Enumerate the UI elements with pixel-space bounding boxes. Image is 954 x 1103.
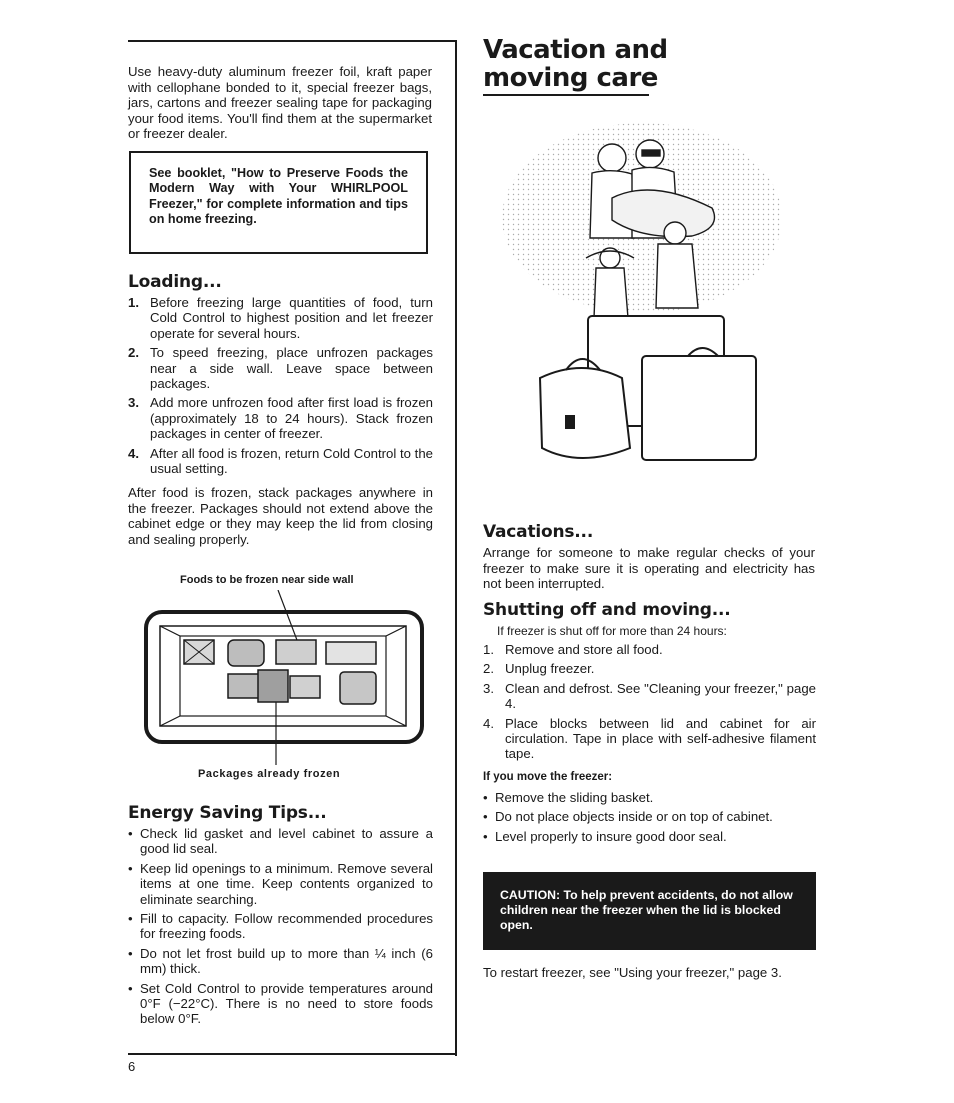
column-divider bbox=[455, 40, 457, 1056]
energy-heading: Energy Saving Tips... bbox=[128, 803, 327, 823]
list-item: • Do not place objects inside or on top of cabinet. bbox=[483, 809, 773, 825]
vacations-heading: Vacations... bbox=[483, 522, 594, 542]
moving-step: 2. Unplug freezer. bbox=[483, 661, 595, 677]
move-tips-list bbox=[483, 790, 823, 848]
top-rule bbox=[128, 40, 456, 42]
if-move-heading: If you move the freezer: bbox=[483, 771, 613, 783]
moving-intro: If freezer is shut off for more than 24 hours: bbox=[497, 624, 727, 638]
moving-step: 4. Place blocks between lid and cabinet for air circulation. Tape in place with self-adhesive filament tape. bbox=[483, 715, 816, 762]
list-item: • Remove the sliding basket. bbox=[483, 790, 654, 805]
title-underline bbox=[483, 94, 649, 96]
loading-step: 3. Add more unfrozen food after first load is frozen (approximately 18 to 24 hours). Stack frozen packages in center of freezer. bbox=[128, 395, 433, 442]
loading-step: 2. To speed freezing, place unfrozen packages near a side wall. Leave space between packages. bbox=[128, 345, 433, 392]
loading-step: 1. Before freezing large quantities of food, turn Cold Control to highest position and let freezer operate for several hours. bbox=[128, 295, 433, 341]
moving-steps bbox=[483, 642, 816, 766]
bottom-rule bbox=[128, 1053, 456, 1055]
energy-tips-list bbox=[128, 826, 433, 1031]
page-number: 6 bbox=[128, 1059, 136, 1074]
moving-heading: Shutting off and moving... bbox=[483, 600, 731, 620]
booklet-note: See booklet, "How to Preserve Foods the Modern Way with Your WHIRLPOOL Freezer," for complete information and tips on home freezing. bbox=[129, 151, 428, 254]
loading-heading: Loading... bbox=[128, 272, 222, 292]
figure-caption-bottom: Packages already frozen bbox=[198, 768, 341, 780]
moving-step: 3. Clean and defrost. See "Cleaning your freezer," page 4. bbox=[483, 680, 816, 712]
list-item: • Set Cold Control to provide temperatures around 0°F (−22°C). There is no need to store foods below 0°F. bbox=[128, 980, 433, 1027]
figure-caption-top: Foods to be frozen near side wall bbox=[180, 574, 354, 586]
vacations-text: Arrange for someone to make regular checks of your freezer to make sure it is operating and electricity has not been interrupted. bbox=[483, 545, 815, 592]
list-item: • Check lid gasket and level cabinet to assure a good lid seal. bbox=[128, 826, 433, 857]
loading-step: 4. After all food is frozen, return Cold Control to the usual setting. bbox=[128, 445, 433, 477]
list-item: • Level properly to insure good door seal. bbox=[483, 828, 727, 844]
list-item: • Keep lid openings to a minimum. Remove several items at one time. Keep contents organized to eliminate searching. bbox=[128, 860, 433, 907]
restart-note: To restart freezer, see "Using your freezer," page 3. bbox=[483, 965, 782, 980]
after-freezing-text: After food is frozen, stack packages anywhere in the freezer. Packages should not extend above the cabinet edge or they may keep the lid from closing and sealing properly. bbox=[128, 485, 433, 547]
family-with-luggage-illustration bbox=[492, 108, 792, 478]
freezer-top-view-illustration bbox=[140, 590, 430, 765]
packaging-intro: Use heavy-duty aluminum freezer foil, kraft paper with cellophane bonded to it, special freezer bags, jars, cartons and freezer sealing tape for packaging your food items. You'll find them at the supermarket or freezer dealer. bbox=[128, 64, 432, 142]
list-item: • Fill to capacity. Follow recommended procedures for freezing foods. bbox=[128, 911, 433, 942]
moving-step: 1. Remove and store all food. bbox=[483, 642, 663, 657]
list-item: • Do not let frost build up to more than ¼ inch (6 mm) thick. bbox=[128, 945, 433, 977]
loading-steps bbox=[128, 295, 433, 480]
page-title: Vacation and moving care bbox=[483, 35, 668, 93]
caution-box: CAUTION: To help prevent accidents, do not allow children near the freezer when the lid is blocked open. bbox=[483, 872, 816, 950]
